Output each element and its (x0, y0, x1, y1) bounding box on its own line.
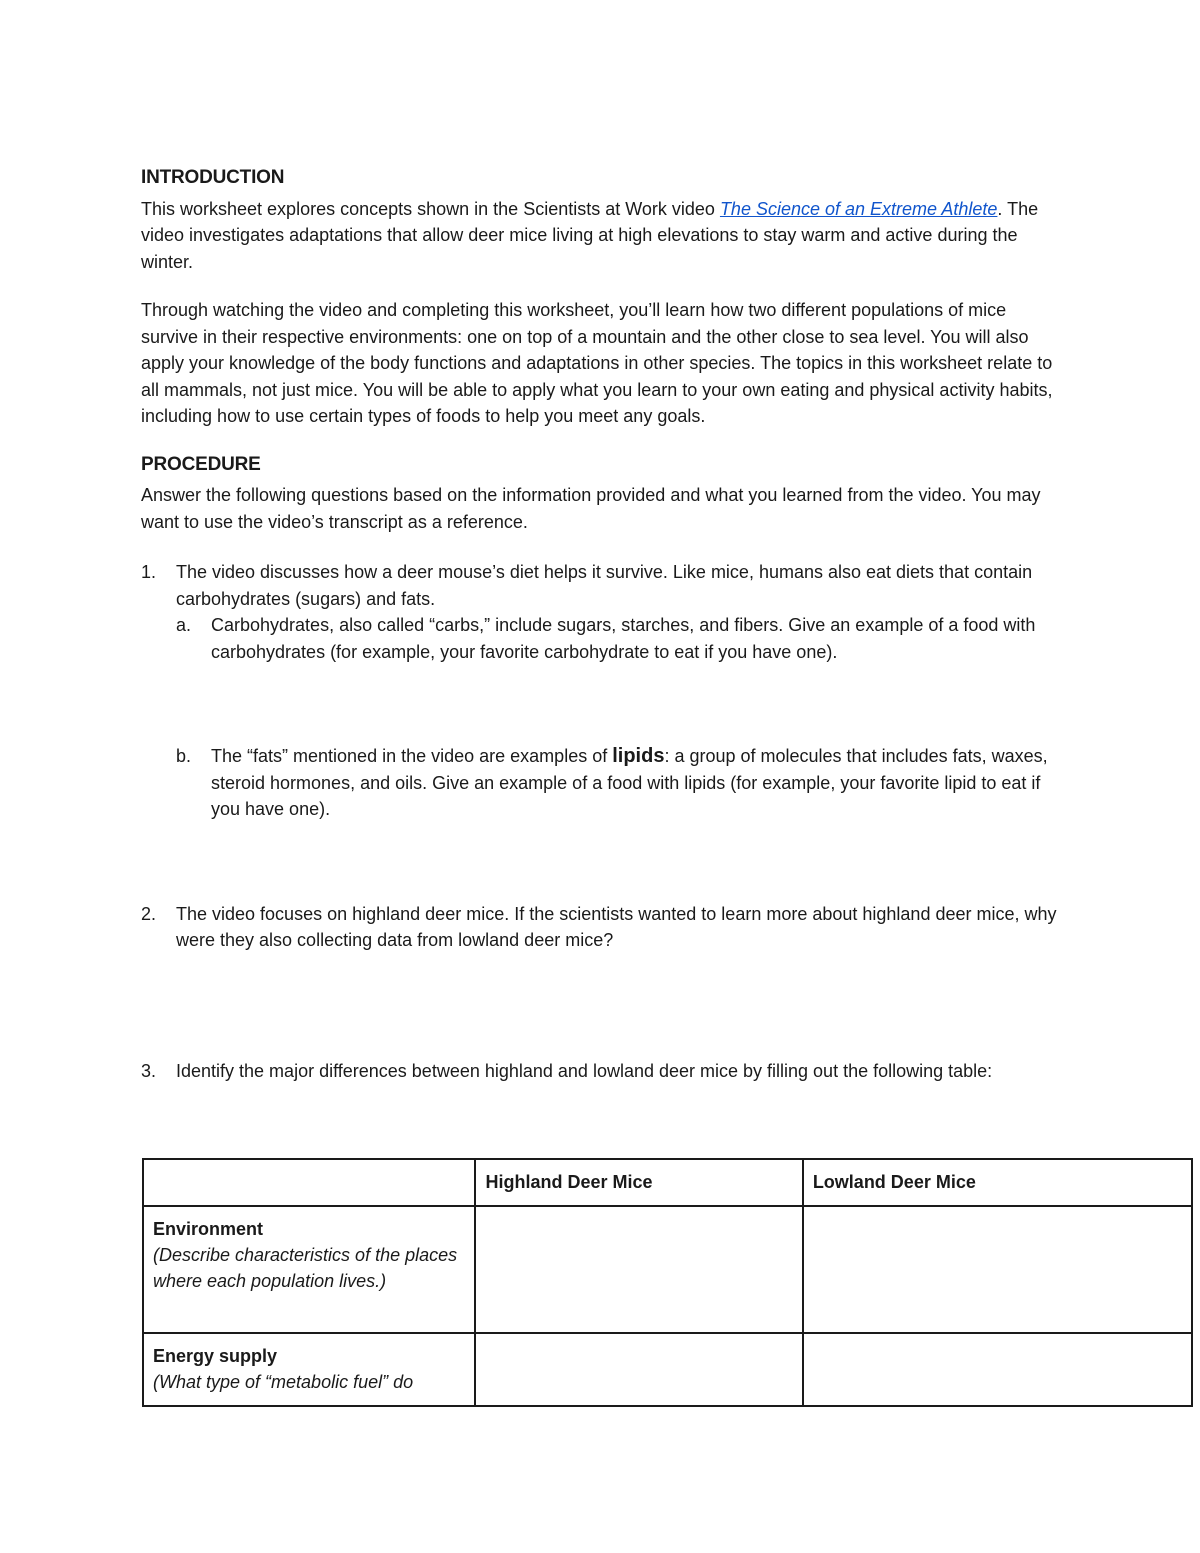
question-2-number: 2. (141, 903, 157, 924)
question-1-text: The video discusses how a deer mouse’s diet helps it survive. Like mice, humans also eat diets that contain carbohydrates (sugars) and fats. (176, 562, 1033, 609)
environment-label: Environment (153, 1219, 264, 1239)
lipids-term: lipids (612, 745, 665, 767)
intro-paragraph-1 (141, 196, 1061, 276)
energy-lowland-cell[interactable] (803, 1333, 1192, 1406)
table-header-row (143, 1159, 1192, 1206)
question-1 (141, 559, 1061, 901)
environment-lowland-cell[interactable] (803, 1206, 1192, 1333)
question-3 (141, 1058, 1061, 1085)
question-1b-text-before: The “fats” mentioned in the video are examples of (211, 746, 613, 766)
answer-space-1b[interactable] (176, 823, 1061, 901)
question-1b-text (211, 743, 1061, 823)
question-list (141, 559, 1061, 1084)
procedure-heading: PROCEDURE (141, 453, 261, 475)
intro-paragraph-2: Through watching the video and completing this worksheet, you’ll learn how two different populations of mice survive in their respective environments: one on top of a mountain and the other close to sea level. You will also apply your knowledge of the body functions and adaptations in other species. The topics in this worksheet relate to all mammals, not just mice. You will be able to apply what you learn to your own eating and physical activity habits, including how to use certain types of foods to help you meet any goals. (141, 300, 1053, 426)
energy-highland-cell[interactable] (475, 1333, 802, 1406)
procedure-paragraph: Answer the following questions based on the information provided and what you learned from the video. You may want to use the video’s transcript as a reference. (141, 485, 1041, 532)
question-1a-letter: a. (176, 615, 192, 635)
question-1b-letter: b. (176, 746, 192, 766)
answer-space-2[interactable] (141, 954, 1061, 1058)
row-header-energy-supply (143, 1333, 475, 1406)
intro-p1-text-after: . The video investigates adaptations that allow deer mice living at high elevations to stay warm and active during the winter. (141, 198, 1039, 272)
question-3-number: 3. (141, 1060, 157, 1081)
table-header-empty (143, 1159, 475, 1206)
comparison-table (142, 1158, 1193, 1407)
question-1a-text: Carbohydrates, also called “carbs,” include sugars, starches, and fibers. Give an example of a food with carbohydrates (for example, your favorite carbohydrate to eat if you have one). (211, 615, 1036, 662)
question-3-text: Identify the major differences between highland and lowland deer mice by filling out the following table: (176, 1060, 993, 1081)
environment-description: (Describe characteristics of the places where each population lives.) (153, 1245, 458, 1291)
question-1b-text-after: : a group of molecules that includes fats, waxes, steroid hormones, and oils. Give an example of a food with lipids (for example, your favorite lipid to eat if you have one). (211, 746, 1048, 819)
table-header-highland: Highland Deer Mice (475, 1159, 802, 1206)
energy-supply-label: Energy supply (153, 1346, 278, 1366)
question-2-text: The video focuses on highland deer mice. If the scientists wanted to learn more about highland deer mice, why were they also collecting data from lowland deer mice? (176, 903, 1057, 950)
question-1b (176, 743, 1061, 823)
table-row (143, 1333, 1192, 1406)
table-header-lowland: Lowland Deer Mice (803, 1159, 1192, 1206)
question-2 (141, 901, 1061, 954)
video-title-link[interactable]: The Science of an Extreme Athlete (719, 198, 998, 219)
environment-highland-cell[interactable] (475, 1206, 802, 1333)
answer-space-1a[interactable] (176, 665, 1061, 743)
introduction-heading: INTRODUCTION (141, 167, 285, 188)
row-header-environment (143, 1206, 475, 1333)
table-row (143, 1206, 1192, 1333)
question-1-number: 1. (141, 562, 157, 582)
intro-p1-text-before: This worksheet explores concepts shown in the Scientists at Work video (141, 198, 720, 219)
energy-supply-description: (What type of “metabolic fuel” do (153, 1372, 414, 1392)
question-1a (176, 612, 1061, 665)
worksheet-content (141, 165, 1061, 1084)
